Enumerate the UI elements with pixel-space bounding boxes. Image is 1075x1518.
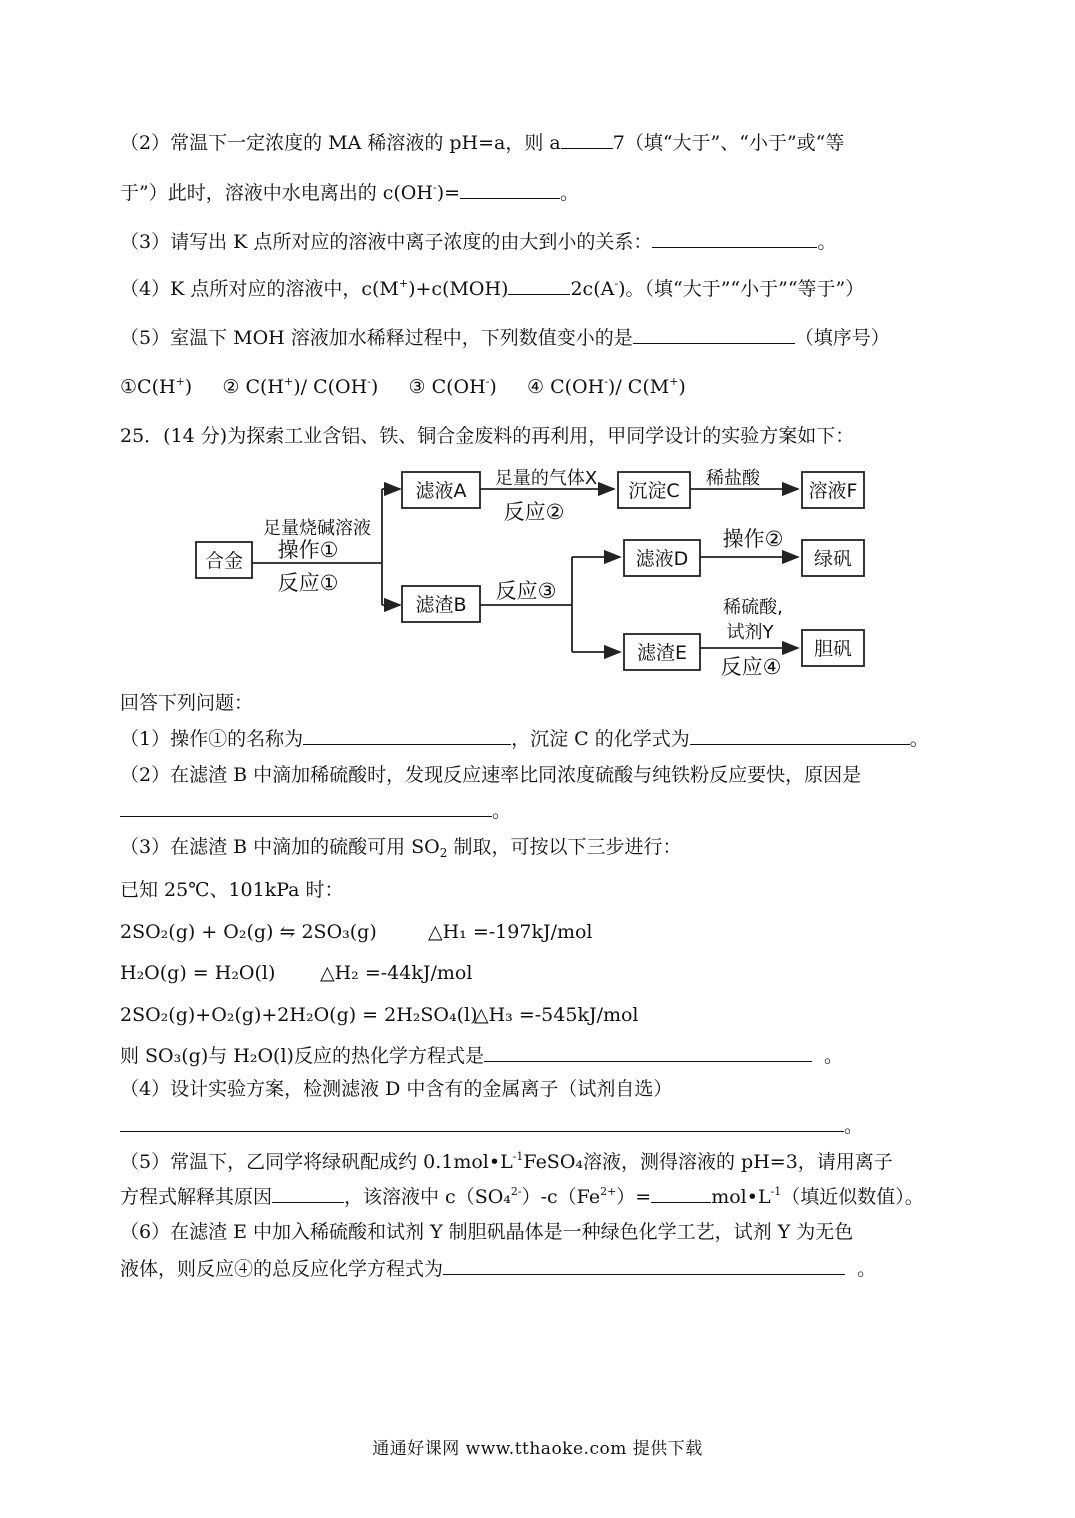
flow-diagram [190,462,870,684]
answer-blank[interactable] [561,130,613,149]
q25-sub2: （2）在滤渣 B 中滴加稀硫酸时，发现反应速率比同浓度硫酸与纯铁粉反应要快，原因是 [120,764,862,786]
label-residue-b: 滤渣B [415,594,467,616]
answer-blank[interactable] [120,1113,844,1132]
equation-3: 2SO₂(g)+O₂(g)+2H₂O(g) = 2H₂SO₄(l) △H₃ =-545kJ/mol [120,1004,639,1026]
answer-blank[interactable] [484,1043,812,1062]
arrow-label-gas-x: 足量的气体X [494,468,598,489]
q24-part2-line2: 于”）此时，溶液中水电离出的 c(OH-)= 。 [120,181,580,204]
q25-sub2-blank-line: 。 [120,798,511,824]
arrow-label-rx4: 反应④ [720,655,782,679]
q25-sub3: （3）在滤渣 B 中滴加的硫酸可用 $SO_2$ 制取，可按以下三步进行： [120,836,682,860]
arrow-label-naoh: 足量烧碱溶液 [263,518,371,539]
q25-sub5-line1: （5）常温下，乙同学将绿矾配成约 $0.1mol•L^{-1}FeSO_4$溶液，测得溶液的 pH=3，请用离子 [120,1150,893,1173]
answer-blank[interactable] [303,726,511,745]
answer-blank[interactable] [460,180,560,199]
arrow-label-reagent-y: 试剂Y [726,622,774,643]
label-green-vitriol: 绿矾 [813,548,853,570]
thermo-equation-prompt: 则 SO₃(g)与 H₂O(l)反应的热化学方程式是 。 [120,1045,844,1067]
q24-part2-line1: （2）常温下一定浓度的 MA 稀溶液的 pH=a，则 a 7（填“大于”、“小于”或“等 [120,132,845,154]
label-filtrate-d: 滤液D [635,548,689,570]
known-conditions: 已知 25℃、101kPa 时： [120,879,344,901]
label-residue-e: 滤渣E [636,642,688,664]
q25-sub6-line2: 液体，则反应④的总反应化学方程式为 。 [120,1258,877,1280]
answer-blank[interactable] [508,276,570,295]
arrow-label-h2so4: 稀硫酸, [723,597,783,618]
label-filtrate-a: 滤液A [415,480,467,502]
label-solution-f: 溶液F [808,480,858,502]
answer-blank[interactable] [651,1184,711,1203]
arrow-label-rx1: 反应① [277,571,339,595]
label-alloy: 合金 [204,550,244,572]
arrow-label-op1: 操作① [277,538,339,562]
q25-sub6-line1: （6）在滤渣 E 中加入稀硫酸和试剂 Y 制胆矾晶体是一种绿色化学工艺，试剂 Y 为无色 [120,1221,854,1243]
q24-part3: （3）请写出 K 点所对应的溶液中离子浓度的由大到小的关系： 。 [120,231,837,253]
label-blue-vitriol: 胆矾 [813,638,853,660]
q24-part4: （4）K 点所对应的溶液中，c(M+)+c(MOH) 2c(A-)。（填“大于”“小于”“等于”） [120,277,865,300]
equation-1: 2SO₂(g) + O₂(g) ⇋ 2SO₃(g) △H₁ =-197kJ/mol [120,921,593,943]
page-footer: 通通好课网 www.tthaoke.com 提供下载 [372,1439,703,1459]
q24-options: ①C(H+) ② C(H+)/ C(OH-) ③ C(OH-) ④ C(OH-)/ C(M+) [120,375,686,398]
arrow-label-op2: 操作② [722,527,784,551]
q25-sub1: （1）操作①的名称为 ，沉淀 C 的化学式为 。 [120,728,929,750]
q25-sub4-blank-line: 。 [120,1113,863,1139]
q25-sub4: （4）设计实验方案，检测滤液 D 中含有的金属离子（试剂自选） [120,1078,673,1100]
q25-sub5-line2: 方程式解释其原因 ，该溶液中 $c(SO_4^{2-})-c(Fe^{2+})=$ $mol•L^{-1}$（填近似数值）。 [120,1185,924,1208]
label-precipitate-c: 沉淀C [628,480,680,502]
arrow-label-rx3: 反应③ [495,579,557,603]
answer-blank[interactable] [120,798,492,817]
answer-blank[interactable] [272,1184,344,1203]
q24-part5: （5）室温下 MOH 溶液加水稀释过程中，下列数值变小的是 （填序号） [120,327,890,349]
answer-blank[interactable] [652,229,817,248]
arrow-label-rx2: 反应② [503,500,565,524]
q25-heading: 25．(14 分)为探索工业含铝、铁、铜合金废料的再利用，甲同学设计的实验方案如下： [120,425,855,447]
answer-blank[interactable] [633,325,795,344]
answer-blank[interactable] [443,1256,845,1275]
answer-blank[interactable] [690,726,910,745]
equation-2: H₂O(g) = H₂O(l) △H₂ =-44kJ/mol [120,962,473,984]
arrow-label-hcl: 稀盐酸 [706,468,760,489]
answer-prompt: 回答下列问题： [120,692,254,714]
